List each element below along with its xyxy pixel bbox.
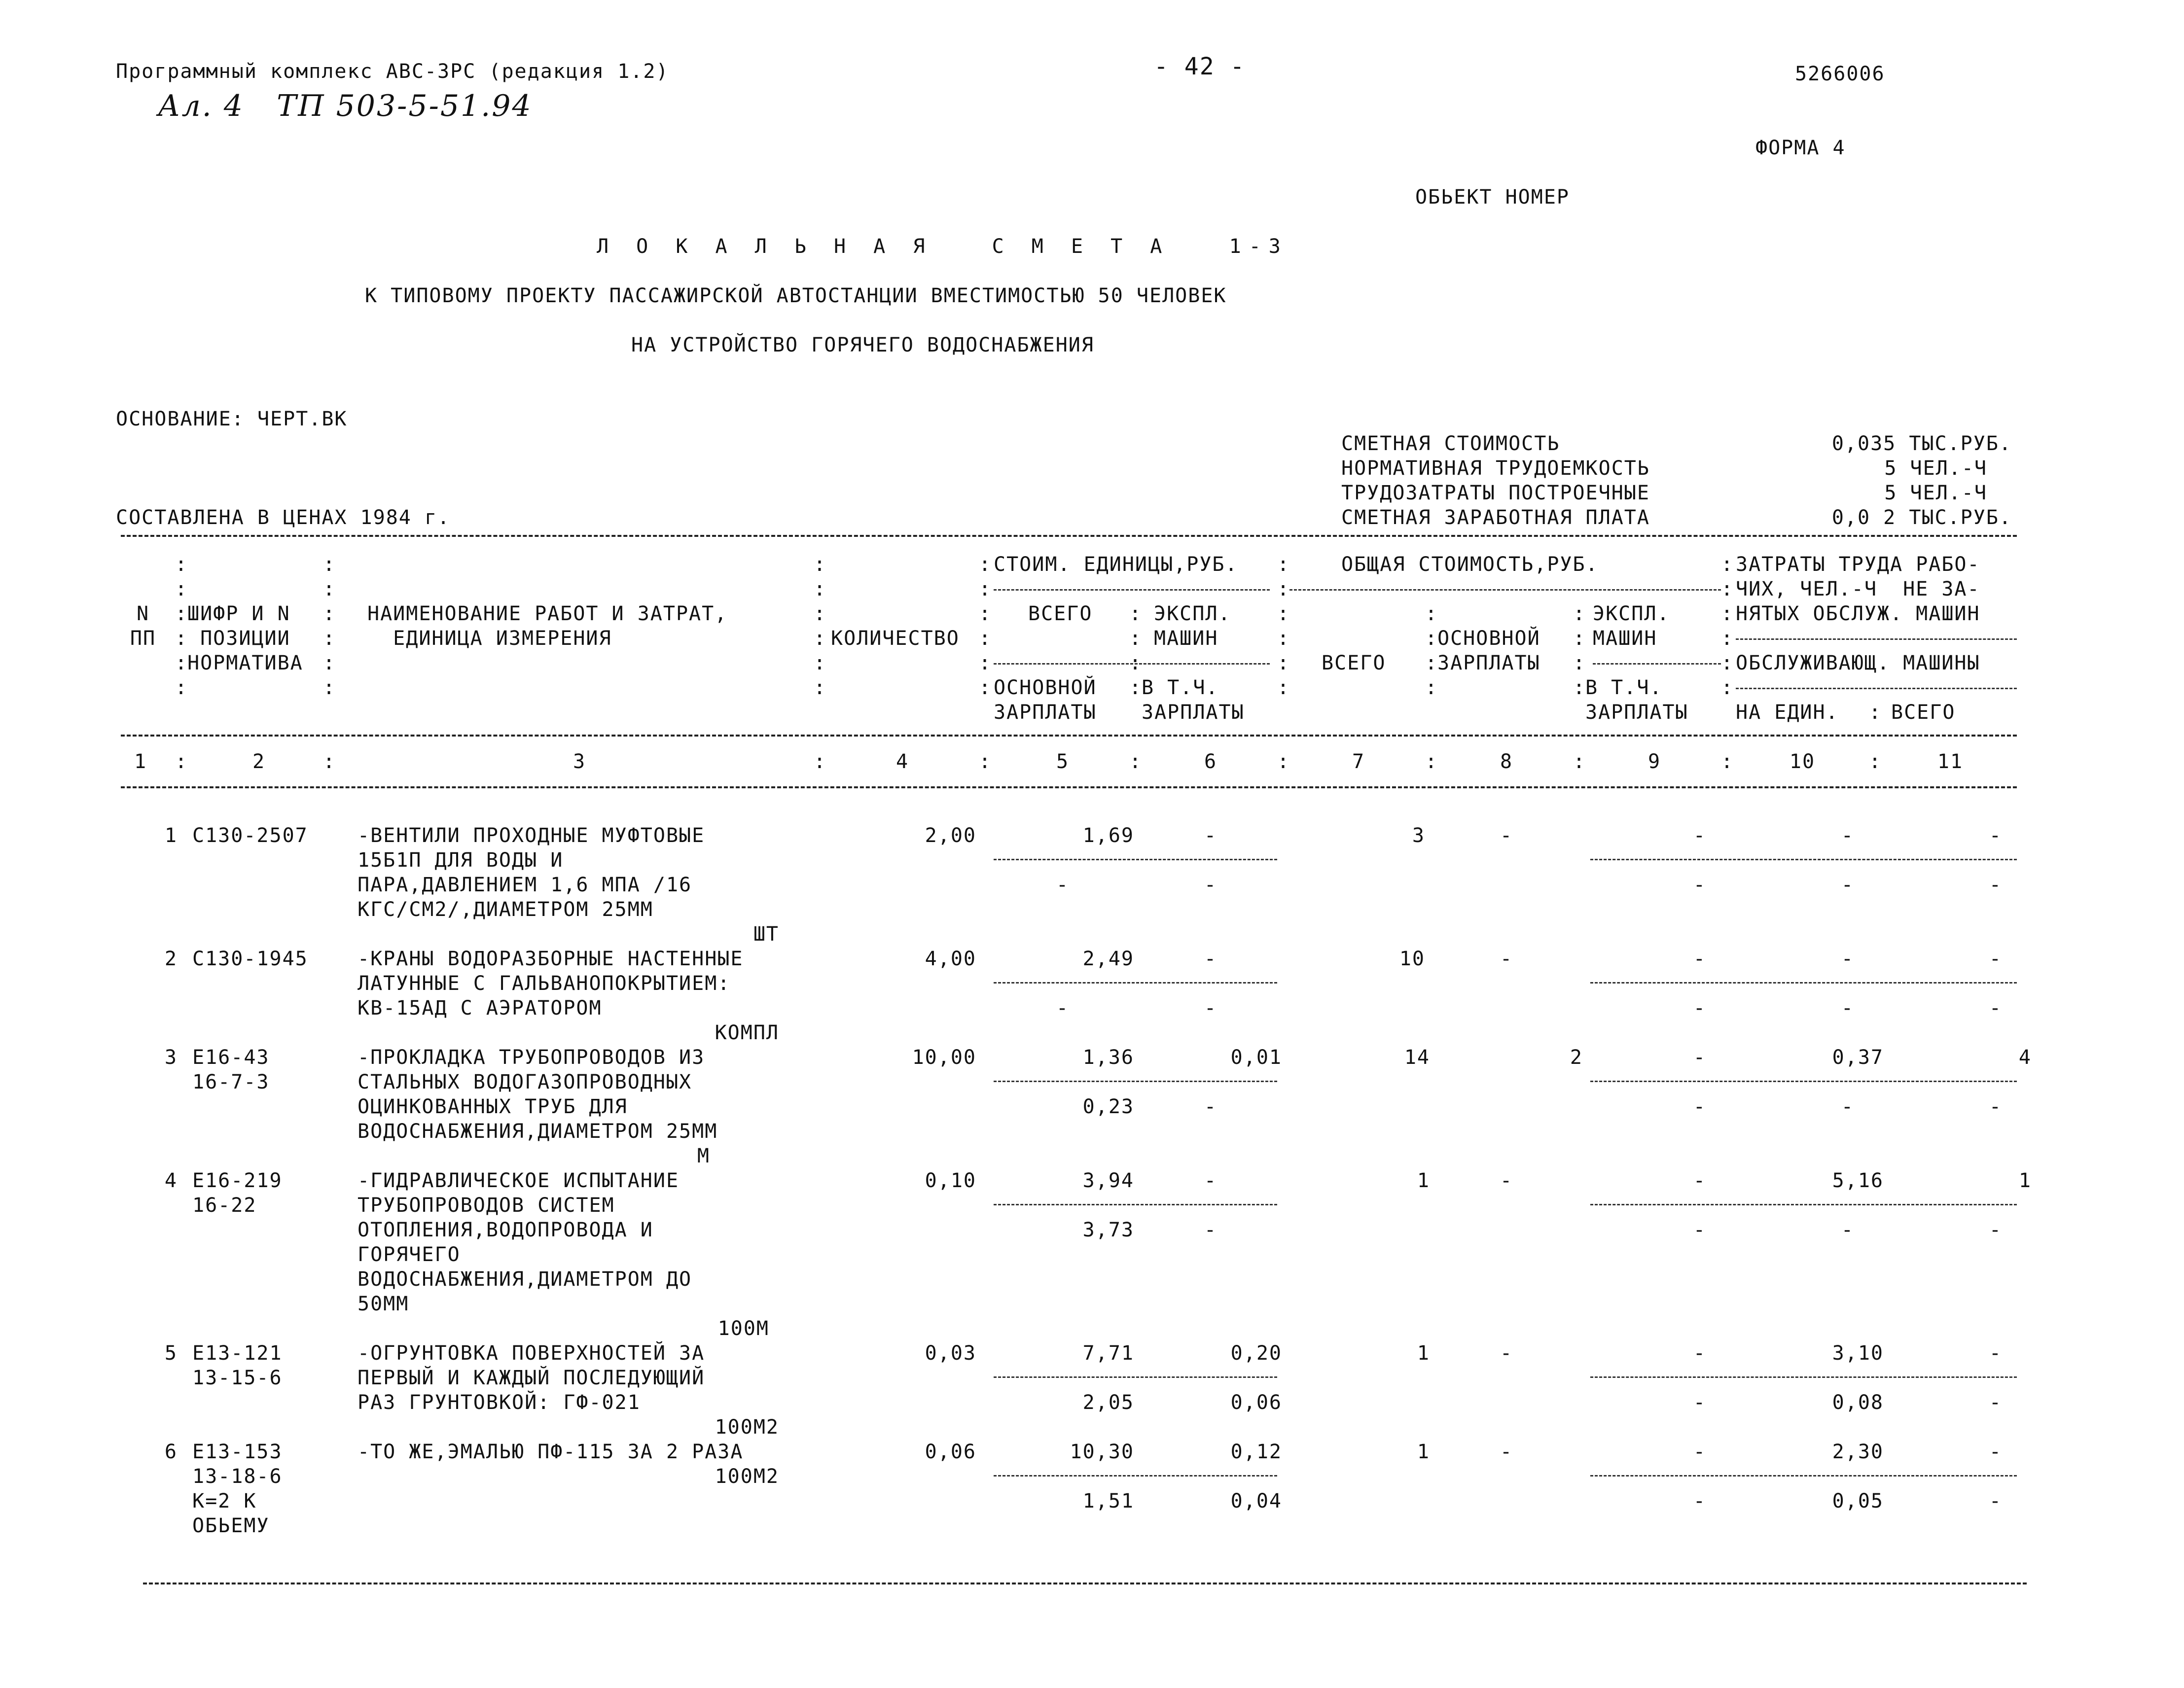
row-unit: 100М — [717, 1317, 769, 1340]
row-quantity: 0,03 — [925, 1342, 976, 1365]
row-labor-service-unit: - — [1841, 1219, 1854, 1241]
row-code: С130-1945 — [192, 948, 308, 970]
column-number: 1 — [134, 750, 147, 773]
row-labor-total: - — [1989, 824, 2002, 847]
summary-label: НОРМАТИВНАЯ ТРУДОЕМКОСТЬ — [1341, 457, 1650, 480]
summary-label: СМЕТНАЯ СТОИМОСТЬ — [1341, 432, 1560, 455]
summary-value: 5 ЧЕЛ.-Ч — [1884, 482, 1987, 504]
column-number: 8 — [1500, 750, 1513, 773]
row-total-wages: - — [1500, 824, 1513, 847]
column-separator: : — [1129, 750, 1143, 773]
column-separator: : : : : — [1129, 602, 1143, 699]
row-total-wages: 2 — [1570, 1046, 1583, 1069]
header-col-1: N ПП — [130, 602, 156, 650]
table-rule — [121, 535, 2017, 537]
row-total: 10 — [1399, 948, 1425, 970]
row-total-machines: - — [1693, 1169, 1706, 1192]
row-rule — [994, 982, 1277, 984]
row-name: -ТО ЖЕ,ЭМАЛЬЮ ПФ-115 ЗА 2 РАЗА — [358, 1441, 744, 1463]
row-labor-service-unit: 0,08 — [1832, 1391, 1884, 1414]
header-col-6a: ЭКСПЛ. МАШИН — [1154, 602, 1231, 650]
summary-value: 5 ЧЕЛ.-Ч — [1884, 457, 1987, 480]
table-rule — [121, 786, 2017, 788]
row-rule — [994, 1081, 1277, 1082]
row-total-wages: - — [1500, 1169, 1513, 1192]
row-name: -ОГРУНТОВКА ПОВЕРХНОСТЕЙ ЗА ПЕРВЫЙ И КАЖДЫЙ ПОСЛЕДУЮЩИЙ РАЗ ГРУНТОВКОЙ: ГФ-021 — [358, 1342, 705, 1414]
header-col-2: ШИФР И N ПОЗИЦИИ НОРМАТИВА — [187, 602, 303, 674]
column-number: 7 — [1352, 750, 1365, 773]
row-labor-service-unit: 0,05 — [1832, 1490, 1884, 1512]
header-col-6b: В Т.Ч. ЗАРПЛАТЫ — [1142, 676, 1245, 724]
row-unit: 100М2 — [715, 1416, 779, 1439]
row-total-machine-wages: - — [1693, 1219, 1706, 1241]
row-quantity: 0,06 — [925, 1441, 976, 1463]
page-number: - 42 - — [1154, 53, 1246, 80]
row-unit-machine-wages: - — [1204, 1095, 1217, 1118]
row-unit-machines: - — [1204, 948, 1217, 970]
row-labor-service-unit: - — [1841, 874, 1854, 896]
form-label: ФОРМА 4 — [1755, 137, 1846, 159]
column-separator: : — [814, 750, 827, 773]
header-col-4: КОЛИЧЕСТВО — [831, 627, 960, 650]
row-unit-total: 10,30 — [1070, 1441, 1134, 1463]
row-total-machine-wages: - — [1693, 997, 1706, 1020]
row-unit-machines: 0,01 — [1230, 1046, 1282, 1069]
basis-label: ОСНОВАНИЕ: ЧЕРТ.ВК — [116, 408, 348, 430]
header-group-total-cost: ОБЩАЯ СТОИМОСТЬ,РУБ. — [1341, 553, 1599, 576]
row-labor-service-unit: - — [1841, 997, 1854, 1020]
row-labor-total: 1 — [2018, 1169, 2032, 1192]
row-rule — [1590, 982, 2017, 984]
summary-label: ТРУДОЗАТРАТЫ ПОСТРОЕЧНЫЕ — [1341, 482, 1650, 504]
column-separator: : — [323, 750, 336, 773]
row-unit-machines: - — [1204, 1169, 1217, 1192]
row-unit-machines: - — [1204, 824, 1217, 847]
row-labor-unit: 5,16 — [1832, 1169, 1884, 1192]
row-labor-service-total: - — [1989, 1490, 2002, 1512]
row-unit: КОМПЛ — [715, 1021, 779, 1044]
row-name: -КРАНЫ ВОДОРАЗБОРНЫЕ НАСТЕННЫЕ ЛАТУННЫЕ С ГАЛЬВАНОПОКРЫТИЕМ: КВ-15АД С АЭРАТОРОМ — [358, 948, 744, 1020]
row-quantity: 0,10 — [925, 1169, 976, 1192]
row-labor-unit: - — [1841, 824, 1854, 847]
header-rule — [1593, 663, 1721, 665]
row-quantity: 2,00 — [925, 824, 976, 847]
row-unit-wages: 1,51 — [1082, 1490, 1134, 1512]
row-total-machine-wages: - — [1693, 1095, 1706, 1118]
row-total-machines: - — [1693, 1441, 1706, 1463]
row-rule — [994, 1204, 1277, 1205]
header-col-7: ВСЕГО — [1322, 652, 1386, 674]
table-bottom-rule — [143, 1582, 2027, 1584]
column-separator: : : : : : : — [1277, 553, 1290, 699]
row-total-machines: - — [1693, 824, 1706, 847]
row-name: -ПРОКЛАДКА ТРУБОПРОВОДОВ ИЗ СТАЛЬНЫХ ВОДОГАЗОПРОВОДНЫХ ОЦИНКОВАННЫХ ТРУБ ДЛЯ ВОДОСНАБЖЕНИЯ,ДИАМЕТРОМ 25ММ — [358, 1046, 718, 1143]
row-name: -ВЕНТИЛИ ПРОХОДНЫЕ МУФТОВЫЕ 15Б1П ДЛЯ ВОДЫ И ПАРА,ДАВЛЕНИЕМ 1,6 МПА /16 КГС/СМ2/,ДИАМЕТРОМ 25ММ — [358, 824, 705, 921]
column-separator: : — [1721, 750, 1734, 773]
row-total: 1 — [1417, 1169, 1430, 1192]
header-group-labor-service: ОБСЛУЖИВАЮЩ. МАШИНЫ — [1736, 652, 1980, 674]
row-total: 1 — [1417, 1441, 1430, 1463]
row-code: С130-2507 — [192, 824, 308, 847]
column-separator: : : : : — [1573, 602, 1586, 699]
header-col-5b: ОСНОВНОЙ ЗАРПЛАТЫ — [994, 676, 1097, 724]
column-separator: : : : : : : — [323, 553, 336, 699]
header-rule — [994, 589, 1270, 591]
handwritten-reference: Ал. 4 ТП 503-5-51.94 — [158, 89, 533, 123]
document-code: 5266006 — [1795, 63, 1885, 85]
row-labor-unit: 0,37 — [1832, 1046, 1884, 1069]
column-number: 11 — [1937, 750, 1964, 773]
column-number: 3 — [573, 750, 586, 773]
row-labor-unit: - — [1841, 948, 1854, 970]
header-col-8: ОСНОВНОЙ ЗАРПЛАТЫ — [1437, 627, 1540, 674]
row-code: Е16-219 16-22 — [192, 1169, 283, 1217]
column-separator: : — [175, 750, 188, 773]
row-number: 6 — [164, 1441, 178, 1463]
row-unit-machines: 0,20 — [1230, 1342, 1282, 1365]
column-separator: : : : : : : — [979, 553, 992, 699]
row-unit: 100М2 — [715, 1465, 779, 1488]
header-col-5a: ВСЕГО — [1028, 602, 1093, 625]
row-unit-total: 2,49 — [1082, 948, 1134, 970]
header-col-10: НА ЕДИН. — [1736, 701, 1839, 724]
row-labor-total: - — [1989, 1441, 2002, 1463]
row-unit-wages: 0,23 — [1082, 1095, 1134, 1118]
row-labor-service-total: - — [1989, 997, 2002, 1020]
row-unit: М — [697, 1145, 710, 1167]
row-total-machines: - — [1693, 1046, 1706, 1069]
header-col-3: НАИМЕНОВАНИЕ РАБОТ И ЗАТРАТ, ЕДИНИЦА ИЗМЕРЕНИЯ — [367, 602, 728, 650]
row-rule — [1590, 1475, 2017, 1477]
header-group-unit-cost: СТОИМ. ЕДИНИЦЫ,РУБ. — [994, 553, 1238, 576]
row-unit-machine-wages: - — [1204, 997, 1217, 1020]
row-rule — [1590, 859, 2017, 860]
summary-value: 0,035 ТЫС.РУБ. — [1831, 432, 2012, 455]
row-labor-total: - — [1989, 948, 2002, 970]
row-unit-machine-wages: - — [1204, 874, 1217, 896]
row-unit-total: 3,94 — [1082, 1169, 1134, 1192]
column-number: 9 — [1647, 750, 1661, 773]
row-code: Е13-153 13-18-6 К=2 К ОБЬЕМУ — [192, 1441, 283, 1537]
document-subtitle-2: НА УСТРОЙСТВО ГОРЯЧЕГО ВОДОСНАБЖЕНИЯ — [631, 334, 1094, 356]
column-separator: : — [1869, 750, 1882, 773]
row-unit-total: 1,36 — [1082, 1046, 1134, 1069]
row-name: -ГИДРАВЛИЧЕСКОЕ ИСПЫТАНИЕ ТРУБОПРОВОДОВ СИСТЕМ ОТОПЛЕНИЯ,ВОДОПРОВОДА И ГОРЯЧЕГО ВОДОСНАБЖЕНИЯ,ДИАМЕТРОМ ДО 50ММ — [358, 1169, 692, 1315]
row-rule — [994, 1376, 1277, 1378]
column-separator: : : : : : : — [175, 553, 188, 699]
row-labor-total: - — [1989, 1342, 2002, 1365]
row-unit-total: 7,71 — [1082, 1342, 1134, 1365]
column-number: 6 — [1204, 750, 1217, 773]
column-separator: : : : : : : — [1721, 553, 1734, 699]
header-rule — [1289, 589, 1721, 591]
row-unit-machine-wages: - — [1204, 1219, 1217, 1241]
row-labor-service-total: - — [1989, 874, 2002, 896]
column-separator: : — [1573, 750, 1586, 773]
row-unit-machine-wages: 0,06 — [1230, 1391, 1282, 1414]
row-rule — [994, 1475, 1277, 1477]
row-total-wages: - — [1500, 1342, 1513, 1365]
row-labor-service-unit: - — [1841, 1095, 1854, 1118]
row-total-machine-wages: - — [1693, 1490, 1706, 1512]
header-col-9b: В Т.Ч. ЗАРПЛАТЫ — [1585, 676, 1688, 724]
table-rule — [121, 735, 2017, 737]
column-separator: : — [979, 750, 992, 773]
prices-label: СОСТАВЛЕНА В ЦЕНАХ 1984 г. — [116, 506, 451, 529]
row-rule — [1590, 1376, 2017, 1378]
column-separator: : — [1277, 750, 1290, 773]
row-total-wages: - — [1500, 1441, 1513, 1463]
row-total-machines: - — [1693, 948, 1706, 970]
row-number: 1 — [164, 824, 178, 847]
row-labor-service-total: - — [1989, 1095, 2002, 1118]
row-quantity: 10,00 — [912, 1046, 976, 1069]
header-rule — [994, 663, 1270, 665]
column-separator: : : : : — [1425, 602, 1438, 699]
summary-value: 0,0 2 ТЫС.РУБ. — [1831, 506, 2012, 529]
row-labor-unit: 2,30 — [1832, 1441, 1884, 1463]
program-name: Программный комплекс АВС-3РС (редакция 1.2) — [116, 60, 669, 83]
row-total: 3 — [1412, 824, 1425, 847]
row-total: 14 — [1404, 1046, 1430, 1069]
row-number: 4 — [164, 1169, 178, 1192]
column-separator: : — [1425, 750, 1438, 773]
row-total-machines: - — [1693, 1342, 1706, 1365]
object-number-label: ОБЬЕКТ НОМЕР — [1415, 186, 1570, 209]
row-total-machine-wages: - — [1693, 1391, 1706, 1414]
row-labor-unit: 3,10 — [1832, 1342, 1884, 1365]
row-unit-wages: 3,73 — [1082, 1219, 1134, 1241]
row-unit: ШТ — [753, 923, 779, 946]
row-total: 1 — [1417, 1342, 1430, 1365]
document-subtitle: К ТИПОВОМУ ПРОЕКТУ ПАССАЖИРСКОЙ АВТОСТАНЦИИ ВМЕСТИМОСТЬЮ 50 ЧЕЛОВЕК — [365, 284, 1227, 307]
row-unit-machine-wages: 0,04 — [1230, 1490, 1282, 1512]
row-unit-total: 1,69 — [1082, 824, 1134, 847]
row-labor-service-total: - — [1989, 1219, 2002, 1241]
row-unit-wages: - — [1056, 997, 1070, 1020]
row-rule — [1590, 1081, 2017, 1082]
header-col-9a: ЭКСПЛ. МАШИН — [1593, 602, 1670, 650]
header-rule — [1736, 688, 2017, 689]
row-number: 3 — [164, 1046, 178, 1069]
row-rule — [1590, 1204, 2017, 1205]
row-rule — [994, 859, 1277, 860]
column-number: 2 — [252, 750, 266, 773]
row-labor-service-total: - — [1989, 1391, 2002, 1414]
row-quantity: 4,00 — [925, 948, 976, 970]
column-number: 5 — [1056, 750, 1070, 773]
row-number: 5 — [164, 1342, 178, 1365]
row-unit-wages: - — [1056, 874, 1070, 896]
row-number: 2 — [164, 948, 178, 970]
row-unit-machines: 0,12 — [1230, 1441, 1282, 1463]
row-labor-total: 4 — [2018, 1046, 2032, 1069]
column-number: 10 — [1789, 750, 1816, 773]
column-separator: : : : : : : — [814, 553, 827, 699]
document-title: Л О К А Л Ь Н А Я С М Е Т А 1-3 — [597, 235, 1289, 258]
summary-label: СМЕТНАЯ ЗАРАБОТНАЯ ПЛАТА — [1341, 506, 1650, 529]
header-group-labor: ЗАТРАТЫ ТРУДА РАБО- ЧИХ, ЧЕЛ.-Ч НЕ ЗА- НЯТЫХ ОБСЛУЖ. МАШИН — [1736, 553, 1980, 625]
row-unit-wages: 2,05 — [1082, 1391, 1134, 1414]
row-total-wages: - — [1500, 948, 1513, 970]
header-rule — [1736, 638, 2017, 640]
row-code: Е13-121 13-15-6 — [192, 1342, 283, 1389]
column-number: 4 — [895, 750, 909, 773]
header-col-11: ВСЕГО — [1891, 701, 1956, 724]
row-total-machine-wages: - — [1693, 874, 1706, 896]
row-code: Е16-43 16-7-3 — [192, 1046, 270, 1093]
column-separator: : — [1869, 701, 1882, 724]
